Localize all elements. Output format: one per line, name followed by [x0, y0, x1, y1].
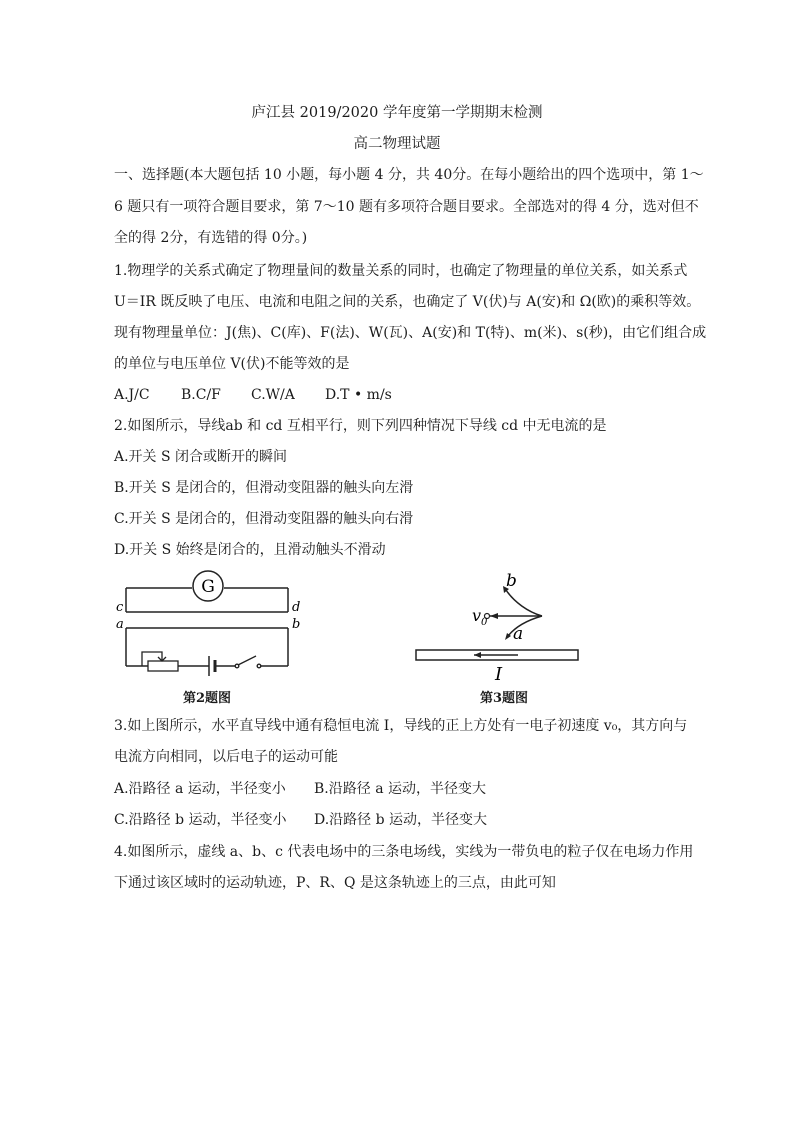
q2-stem: 2.如图所示，导线ab 和 cd 互相平行，则下列四种情况下导线 cd 中无电流的是: [114, 418, 607, 434]
label-v: [472, 606, 488, 628]
q2-option-c[interactable]: C.开关 S 是闭合的，但滑动变阻器的触头向右滑: [114, 511, 414, 527]
q2-option-a[interactable]: A.开关 S 闭合或断开的瞬间: [114, 449, 288, 465]
label-a: a: [116, 617, 124, 632]
exam-title: 庐江县 2019/2020 学年度第一学期期末检测: [251, 105, 543, 121]
q3-option-d[interactable]: D.沿路径 b 运动，半径变大: [314, 812, 488, 828]
q1-option-d[interactable]: D.T • m/s: [325, 387, 392, 403]
q3-option-b[interactable]: B.沿路径 a 运动，半径变大: [314, 781, 486, 797]
q1-stem-line: 的单位与电压单位 V(伏)不能等效的是: [114, 356, 350, 372]
label-current-i: I: [495, 664, 503, 682]
q1-option-c[interactable]: C.W/A: [251, 387, 295, 403]
label-b: b: [292, 617, 301, 632]
section-instruction-line: 一、选择题(本大题包括 10 小题，每小题 4 分，共 40分。在每小题给出的四个选项中，第 1～: [114, 167, 704, 183]
rheostat-icon: [142, 652, 178, 671]
q1-option-b[interactable]: B.C/F: [181, 387, 221, 403]
q3-option-a[interactable]: A.沿路径 a 运动，半径变小: [114, 781, 286, 797]
figure-2-caption: 第2题图: [183, 691, 232, 706]
battery-icon: [209, 656, 215, 676]
q3-stem-line: 3.如上图所示，水平直导线中通有稳恒电流 I，导线的正上方处有一电子初速度 v₀，其方向与: [114, 718, 688, 734]
label-d: d: [292, 600, 301, 615]
label-v-letter: v: [472, 606, 482, 625]
q1-stem-line: U＝IR 既反映了电压、电流和电阻之间的关系，也确定了 V(伏)与 A(安)和 Ω(欧)的乘积等效。: [114, 294, 701, 310]
section-instruction-line: 全的得 2分，有选错的得 0分。): [114, 230, 308, 246]
figure-3-electron-path: [410, 568, 588, 682]
label-v-subscript: 0: [481, 617, 488, 628]
q2-option-b[interactable]: B.开关 S 是闭合的，但滑动变阻器的触头向左滑: [114, 480, 414, 496]
label-path-b: b: [506, 571, 517, 591]
q2-option-d[interactable]: D.开关 S 始终是闭合的，且滑动触头不滑动: [114, 542, 386, 558]
galvanometer-label: G: [201, 577, 215, 597]
q1-stem-line: 1.物理学的关系式确定了物理量间的数量关系的同时，也确定了物理量的单位关系，如关系式: [114, 263, 688, 279]
q4-stem-line: 下通过该区域时的运动轨迹，P、R、Q 是这条轨迹上的三点，由此可知: [114, 875, 556, 891]
figure-3-caption: 第3题图: [480, 691, 529, 706]
q1-option-a[interactable]: A.J/C: [114, 387, 150, 403]
figure-2-circuit: [112, 566, 312, 680]
q3-option-c[interactable]: C.沿路径 b 运动，半径变小: [114, 812, 287, 828]
q1-stem-line: 现有物理量单位：J(焦)、C(库)、F(法)、W(瓦)、A(安)和 T(特)、m(米)、s(秒)，由它们组合成: [114, 325, 707, 341]
section-instruction-line: 6 题只有一项符合题目要求，第 7～10 题有多项符合题目要求。全部选对的得 4 分，选对但不: [114, 199, 699, 215]
label-c: c: [116, 600, 124, 615]
q3-stem-line: 电流方向相同，以后电子的运动可能: [114, 749, 338, 765]
q4-stem-line: 4.如图所示，虚线 a、b、c 代表电场中的三条电场线，实线为一带负电的粒子仅在电场力作用: [114, 844, 694, 860]
switch-icon: [235, 656, 261, 668]
label-path-a: a: [513, 624, 524, 644]
exam-subtitle: 高二物理试题: [353, 136, 441, 152]
